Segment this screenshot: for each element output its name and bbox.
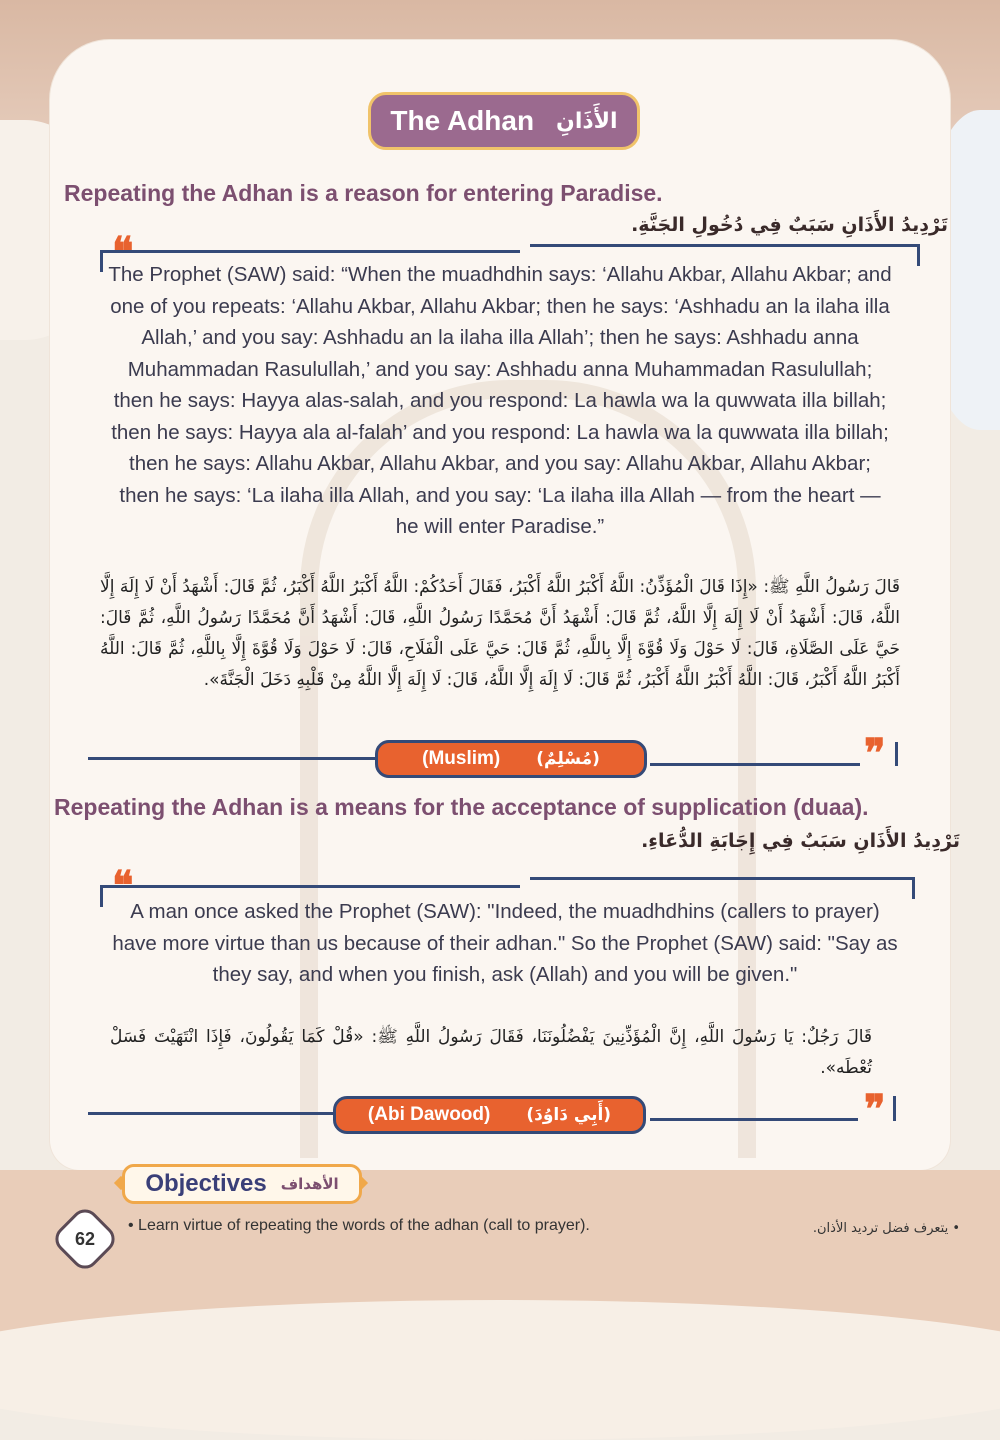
quote1-frame-corner-right — [917, 244, 920, 266]
source-ar: (مُسْلِمٌ) — [536, 749, 600, 769]
source-badge-abi-dawood — [333, 1096, 646, 1134]
source-badge-muslim — [375, 740, 647, 778]
section2-heading-en: Repeating the Adhan is a means for the acceptance of supplication (duaa). — [54, 794, 869, 820]
quote2-frame-bottom-left — [88, 1112, 338, 1115]
open-quote-icon: ❝ — [112, 862, 134, 909]
quote1-text-ar: قَالَ رَسُولُ اللَّهِ ﷺ: «إِذَا قَالَ الْمُؤَذِّنُ: اللَّهُ أَكْبَرُ اللَّهُ أَكْبَرُ، فَقَالَ أَحَدُكُمْ: اللَّهُ أَكْبَرُ اللَّهُ أَكْبَرُ، ثُمَّ قَالَ: أَشْهَدُ أَنْ لَا إِلَهَ إِلَّا اللَّهُ، قَالَ: أَشْهَدُ أَنْ لَا إِلَهَ إِلَّا اللَّهُ، ثُمَّ قَالَ: أَشْهَدُ أَنَّ مُحَمَّدًا رَسُولُ اللَّهِ، قَالَ: أَشْهَدُ أَنَّ مُحَمَّدًا رَسُولُ اللَّهِ، ثُمَّ قَالَ: حَيَّ عَلَى الصَّلَاةِ، قَالَ: لَا حَوْلَ وَلَا قُوَّةَ إِلَّا بِاللَّهِ، ثُمَّ قَالَ: حَيَّ عَلَى الْفَلَاحِ، قَالَ: لَا حَوْلَ وَلَا قُوَّةَ إِلَّا بِاللَّهِ، ثُمَّ قَالَ: اللَّهُ أَكْبَرُ اللَّهُ أَكْبَرُ، قَالَ: اللَّهُ أَكْبَرُ اللَّهُ أَكْبَرُ، ثُمَّ قَالَ: لَا إِلَهَ إِلَّا اللَّهُ، قَالَ: لَا إِلَهَ إِلَّا اللَّهُ مِنْ قَلْبِهِ دَخَلَ الْجَنَّةَ». — [100, 577, 900, 690]
quote2-frame-corner-right — [912, 877, 915, 899]
quote2-frame-bottom-corner — [893, 1096, 896, 1121]
section1-heading-en: Repeating the Adhan is a reason for entering Paradise. — [64, 180, 663, 206]
page-title-en: The Adhan — [390, 105, 535, 136]
quote1-frame-top-right — [530, 244, 920, 247]
quote2-frame-top-left — [100, 885, 520, 888]
page-number: 62 — [74, 1228, 96, 1249]
close-quote-icon: ❞ — [864, 1086, 886, 1133]
quote2-frame-top-right — [530, 877, 915, 880]
quote2-frame-corner-left — [100, 885, 103, 907]
objectives-label-ar: الأهداف — [280, 1175, 339, 1193]
objectives-label-en: Objectives — [145, 1170, 267, 1197]
objective-item-ar: • يتعرف فضل ترديد الأذان. — [812, 1221, 960, 1236]
open-quote-icon: ❝ — [112, 228, 134, 275]
page-title-badge — [368, 92, 640, 150]
quote1-text-en: The Prophet (SAW) said: “When the muadhdhin says: ‘Allahu Akbar, Allahu Akbar; and one of you repeats: ‘Allahu Akbar, Allahu Akbar; then he says: ‘Ashhadu an la ilaha illa Allah,’ and you say: Ashhadu an la ilaha illa Allah’; then he says: Ashhadu anna Muhammadan Rasulullah,’ and you say: Ashhadu anna Muhammadan Rasulullah; then he says: Hayya alas-salah, and you respond: La hawla wa la quwwata illa billah; then he says: Hayya ala al-falah’ and you respond: La hawla wa la quwwata illa billah; then he says: Allahu Akbar, Allahu Akbar, and you say: Allahu Akbar, Allahu Akbar; then he says: ‘La ilaha illa Allah, and you say: ‘La ilaha illa Allah — from the heart — he will enter Paradise.” — [108, 263, 892, 538]
source-en: (Muslim) — [422, 748, 501, 769]
objectives-badge — [122, 1164, 362, 1204]
source-ar: (أَبِي دَاوُدَ) — [526, 1105, 612, 1125]
quote1-frame-top-left — [100, 250, 520, 253]
close-quote-icon: ❞ — [864, 730, 886, 777]
page-title-ar: الأَذَانِ — [556, 108, 618, 134]
quote1-frame-bottom-right — [650, 763, 860, 766]
quote2-text-en: A man once asked the Prophet (SAW): "Indeed, the muadhdhins (callers to prayer) have more virtue than us because of their adhan." So the Prophet (SAW) said: "Say as they say, and when you finish, ask (Allah) and you will be given." — [112, 900, 898, 986]
objective-item-en: • Learn virtue of repeating the words of the adhan (call to prayer). — [128, 1217, 590, 1234]
footer-curve — [0, 1300, 1000, 1440]
quote1-frame-bottom-left — [88, 757, 378, 760]
quote1-frame-corner-left — [100, 250, 103, 272]
quote1-frame-bottom-corner — [895, 742, 898, 766]
section2-heading-ar: تَرْدِيدُ الأَذَانِ سَبَبٌ فِي إِجَابَةِ الدُّعَاءِ. — [641, 830, 960, 852]
source-en: (Abi Dawood) — [367, 1104, 491, 1125]
section1-heading-ar: تَرْدِيدُ الأَذَانِ سَبَبٌ فِي دُخُولِ الجَنَّةِ. — [631, 214, 948, 236]
quote2-frame-bottom-right — [650, 1118, 858, 1121]
quote2-text-ar: قَالَ رَجُلٌ: يَا رَسُولَ اللَّهِ، إِنَّ الْمُؤَذِّنِينَ يَفْضُلُونَنَا، فَقَالَ رَسُولُ اللَّهِ ﷺ: «قُلْ كَمَا يَقُولُونَ، فَإِذَا انْتَهَيْتَ فَسَلْ تُعْطَه». — [110, 1027, 872, 1078]
